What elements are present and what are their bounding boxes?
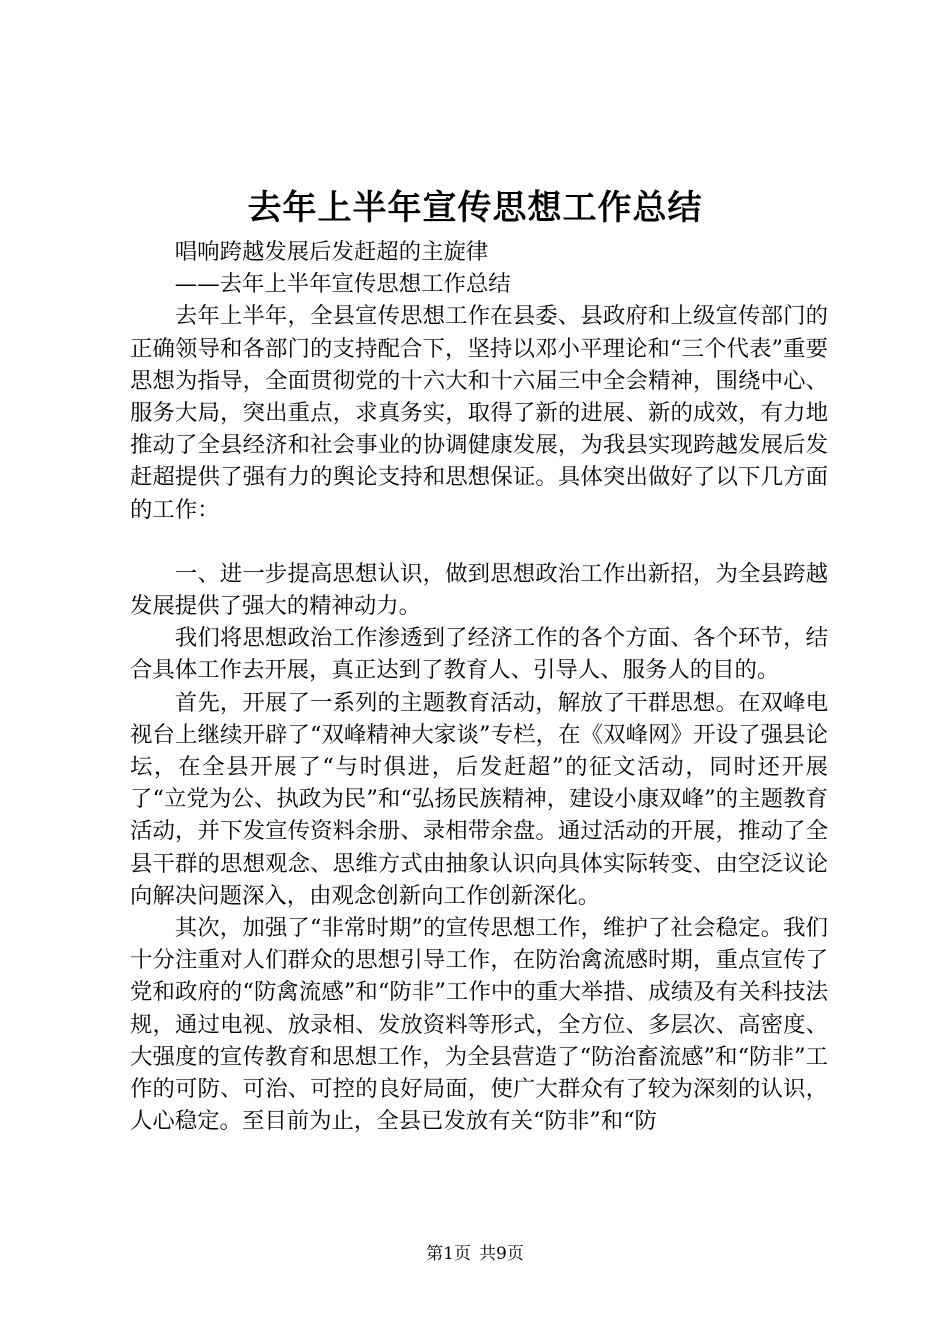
intro-paragraph: 去年上半年，全县宣传思想工作在县委、县政府和上级宣传部门的正确领导和各部门的支持配合下，坚持以邓小平理论和“三个代表”重要思想为指导，全面贯彻党的十六大和十六届三中全会精神，围绕中心、服务大局，突出重点，求真务实，取得了新的进展、新的成效，有力地推动了全县经济和社会事业的协调健康发展，为我县实现跨越发展后发赶超提供了强有力的舆论支持和思想保证。具体突出做好了以下几方面的工作： [130,303,828,523]
document-title: 去年上半年宣传思想工作总结 [247,188,703,228]
document-body [130,236,828,1137]
body-paragraph: 我们将思想政治工作渗透到了经济工作的各个方面、各个环节，结合具体工作去开展，真正达到了教育人、引导人、服务人的目的。 [130,625,828,684]
body-paragraph: 其次，加强了“非常时期”的宣传思想工作，维护了社会稳定。我们十分注重对人们群众的思想引导工作，在防治禽流感时期，重点宣传了党和政府的“防禽流感”和“防非”工作中的重大举措、成绩及有关科技法规，通过电视、放录相、发放资料等形式，全方位、多层次、高密度、大强度的宣传教育和思想工作，为全县营造了“防治畜流感”和“防非”工作的可防、可治、可控的良好局面，使广大群众有了较为深刻的认识，人心稳定。至目前为止，全县已发放有关“防非”和“防 [130,915,828,1135]
subtitle-dash-line: ——去年上半年宣传思想工作总结 [174,271,511,298]
page-footer [0,1243,950,1265]
section-heading-1: 一、进一步提高思想认识，做到思想政治工作出新招，为全县跨越发展提供了强大的精神动力。 [130,560,828,620]
body-paragraph: 首先，开展了一系列的主题教育活动，解放了干群思想。在双峰电视台上继续开辟了“双峰精神大家谈”专栏，在《双峰网》开设了强县论坛，在全县开展了“与时俱进，后发赶超”的征文活动，同时还开展了“立党为公、执政为民”和“弘扬民族精神，建设小康双峰”的主题教育活动，并下发宣传资料余册、录相带余盘。通过活动的开展，推动了全县干群的思想观念、思维方式由抽象认识向具体实际转变、由空泛议论向解决问题深入，由观念创新向工作创新深化。 [130,689,828,909]
page-number: 第1页 [426,1244,471,1264]
page-total: 共9页 [479,1244,524,1264]
subtitle-line: 唱响跨越发展后发赶超的主旋律 [174,239,489,265]
